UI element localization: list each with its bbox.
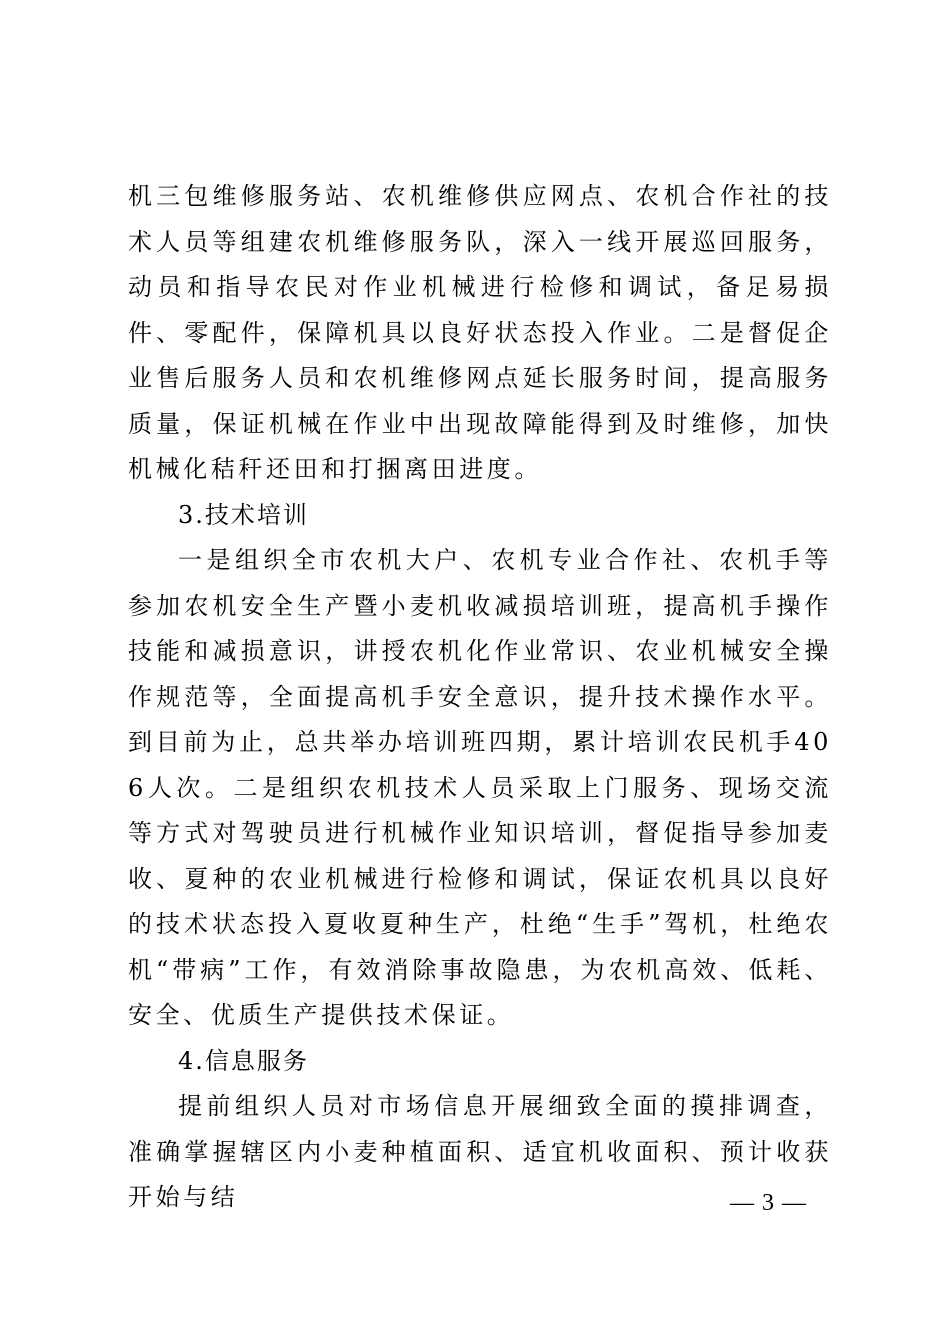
paragraph-maintenance-service: 机三包维修服务站、农机维修供应网点、农机合作社的技术人员等组建农机维修服务队，深入一线开展巡回服务，动员和指导农民对作业机械进行检修和调试，备足易损件、零配件，保障机具以良好状态投入作业。二是督促企业售后服务人员和农机维修网点延长服务时间，提高服务质量，保证机械在作业中出现故障能得到及时维修，加快机械化秸秆还田和打捆离田进度。 [128,182,832,483]
paragraph-information-service: 提前组织人员对市场信息开展细致全面的摸排调查，准确掌握辖区内小麦种植面积、适宜机收面积、预计收获开始与结 [128,1092,832,1211]
section-heading-information-service: 4.信息服务 [178,1046,309,1075]
page-number: — 3 — [730,1190,807,1216]
document-body [128,174,832,1221]
section-heading-technical-training: 3.技术培训 [178,500,309,529]
paragraph-technical-training: 一是组织全市农机大户、农机专业合作社、农机手等参加农机安全生产暨小麦机收减损培训班，提高机手操作技能和减损意识，讲授农机化作业常识、农业机械安全操作规范等，全面提高机手安全意识，提升技术操作水平。到目前为止，总共举办培训班四期，累计培训农民机手406人次。二是组织农机技术人员采取上门服务、现场交流等方式对驾驶员进行机械作业知识培训，督促指导参加麦收、夏种的农业机械进行检修和调试，保证农机具以良好的技术状态投入夏收夏种生产，杜绝“生手”驾机，杜绝农机“带病”工作，有效消除事故隐患，为农机高效、低耗、安全、优质生产提供技术保证。 [128,546,832,1029]
